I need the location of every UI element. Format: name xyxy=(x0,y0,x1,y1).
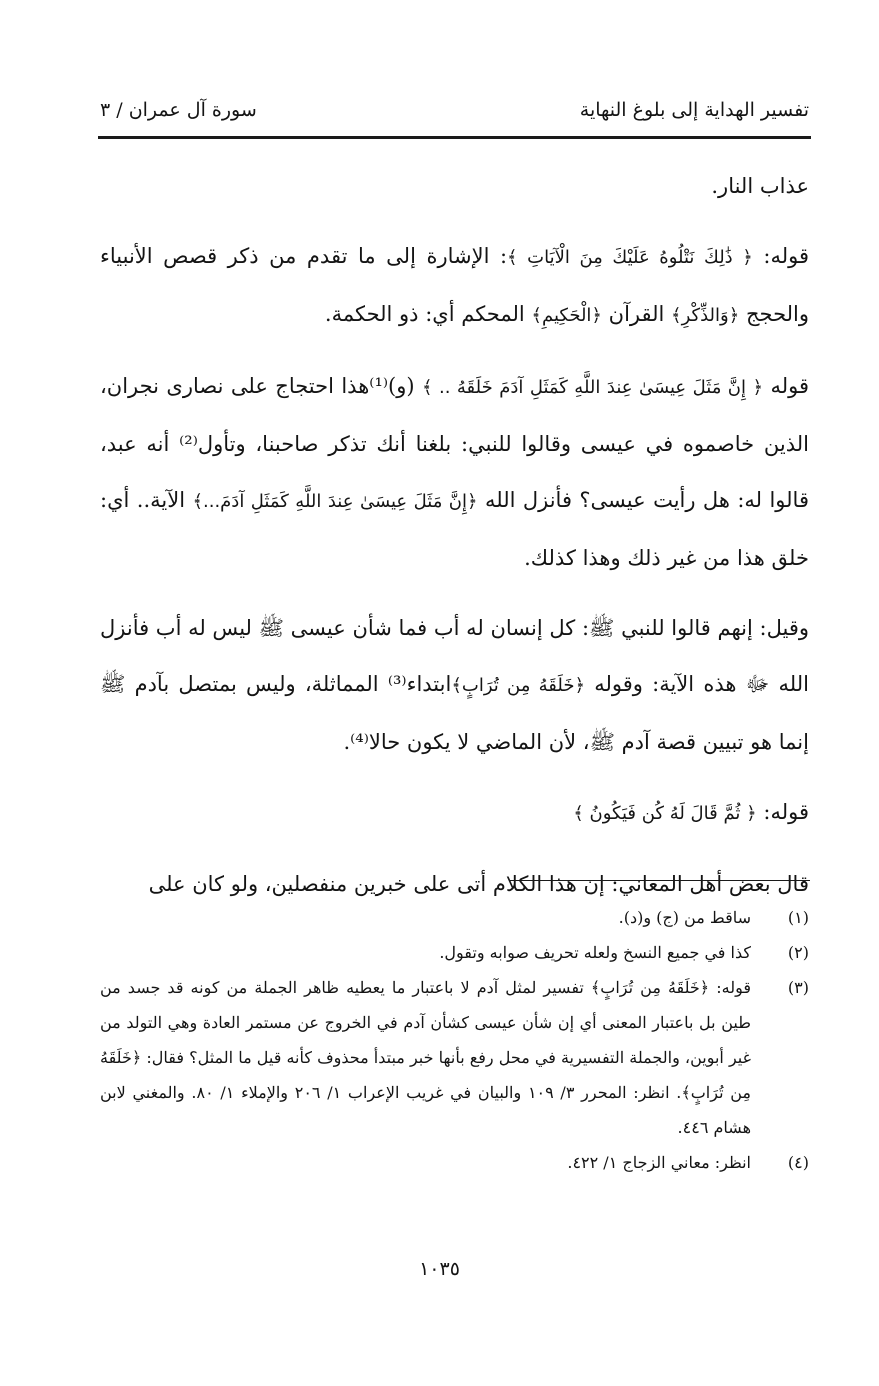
paragraph xyxy=(100,784,809,842)
quran-verse: ﴿ ثُمَّ قَالَ لَهُ كُن فَيَكُونُ ﴾ xyxy=(573,803,757,824)
footnote xyxy=(100,935,809,970)
text-run: قوله xyxy=(763,374,809,398)
text-run: وقيل: إنهم قالوا للنبي ﷺ: كل إنسان له أب فما شأن عيسى ﷺ ليس له أب فأنزل الله ﷻ هذه الآية: وقوله xyxy=(100,616,809,696)
header-divider xyxy=(98,136,811,139)
main-text xyxy=(100,158,809,912)
quran-verse: ﴿الْحَكِيمِ﴾ xyxy=(531,305,602,326)
footnote xyxy=(100,970,809,1145)
footnote-text: كذا في جميع النسخ ولعله تحريف صوابه وتقول. xyxy=(439,943,751,962)
quran-verse: ﴿وَالذِّكْرِ﴾ xyxy=(671,305,740,326)
paragraph xyxy=(100,600,809,770)
footnotes xyxy=(100,900,809,1180)
footnote-number: (٢) xyxy=(787,943,809,962)
quran-verse: ﴿ إِنَّ مَثَلَ عِيسَىٰ عِندَ اللَّهِ كَمَثَلِ آدَمَ خَلَقَهُ .. ﴾ xyxy=(421,377,764,398)
footnote xyxy=(100,900,809,935)
text-run: قوله: xyxy=(752,244,810,268)
text-run: الآية.. أي: خلق هذا من غير ذلك وهذا كذلك. xyxy=(100,488,809,570)
footnote-divider xyxy=(510,880,810,881)
footnote-number: (١) xyxy=(787,908,809,927)
quran-verse: ﴿ ذَٰلِكَ نَتْلُوهُ عَلَيْكَ مِنَ الْآيَاتِ ﴾ xyxy=(507,247,753,268)
footnote-text: انظر: معاني الزجاج ١/ ٤٢٢. xyxy=(567,1153,751,1172)
quran-verse: ﴿إِنَّ مَثَلَ عِيسَىٰ عِندَ اللَّهِ كَمَثَلِ آدَمَ...﴾ xyxy=(192,491,478,512)
footnote xyxy=(100,1145,809,1180)
paragraph xyxy=(100,358,809,586)
surah-label: سورة آل عمران / ٣ xyxy=(100,99,257,121)
quran-verse: ﴿خَلَقَهُ مِن تُرَابٍ﴾ xyxy=(451,675,586,696)
running-header xyxy=(100,92,809,128)
paragraph xyxy=(100,158,809,214)
text-run: (و)⁽¹⁾هذا احتجاج على نصارى نجران، الذين خاصموه في عيسى وقالوا للنبي: بلغنا أنك تذكر صاحبنا، وتأول⁽²⁾ أنه عبد، قالوا له: هل رأيت عيسى؟ فأنزل الله xyxy=(100,374,809,512)
text-run: عذاب النار. xyxy=(711,174,809,198)
footnote-text: قوله: ﴿خَلَقَهُ مِن تُرَابٍ﴾ تفسير لمثل آدم لا باعتبار ما يعطيه ظاهر الجملة من كونه قد جسد من طين بل باعتبار المعنى أي إن شأن عيسى كشأن آدم في الخروج عن مستمر العادة وهي التولد من غير أبوين، والجملة التفسيرية في محل رفع بأنها خبر مبتدأ محذوف كأنه قيل ما المثل؟ فقال: ﴿خَلَقَهُ مِن تُرَابٍ﴾. انظر: المحرر ٣/ ١٠٩ والبيان في غريب الإعراب ١/ ٢٠٦ والإملاء ١/ ٨٠. والمغني لابن هشام ٤٤٦. xyxy=(100,978,751,1137)
paragraph xyxy=(100,228,809,344)
text-run: القرآن xyxy=(601,302,672,326)
text-run: قوله: xyxy=(756,800,809,824)
text-run: : الإشارة إلى ما تقدم من ذكر قصص الأنبياء والحجج xyxy=(100,244,809,326)
page-number: ١٠٣٥ xyxy=(419,1258,460,1280)
book-title: تفسير الهداية إلى بلوغ النهاية xyxy=(579,99,809,121)
footnote-text: ساقط من (ج) و(د). xyxy=(618,908,751,927)
footnote-number: (٤) xyxy=(787,1153,809,1172)
footnote-number: (٣) xyxy=(787,978,809,997)
text-run: المحكم أي: ذو الحكمة. xyxy=(324,302,532,326)
text-run: ابتداء⁽³⁾ المماثلة، وليس بمتصل بآدم ﷺ إنما هو تبيين قصة آدم ﷺ، لأن الماضي لا يكون حالا⁽⁴⁾. xyxy=(100,672,809,754)
text-run: قال بعض أهل المعاني: إن هذا الكلام أتى على خبرين منفصلين، ولو كان على xyxy=(148,872,809,896)
